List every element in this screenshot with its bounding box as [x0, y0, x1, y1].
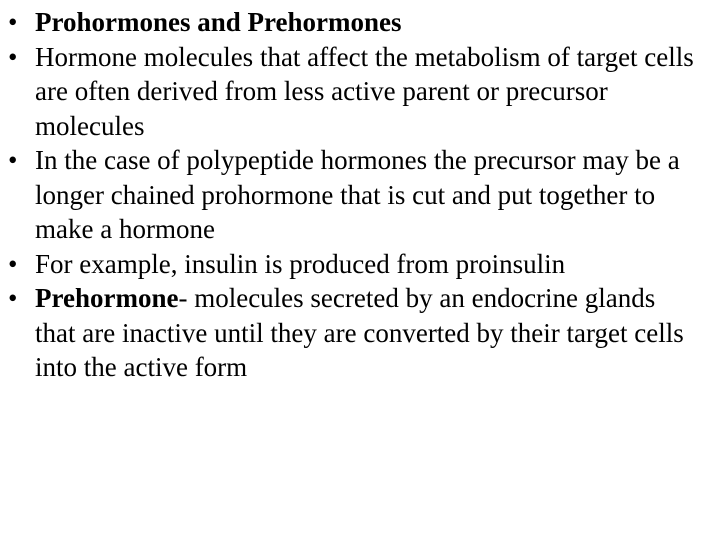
bullet-text: Hormone molecules that affect the metabolism of target cells are often derived from less active parent or precursor molecules [35, 41, 694, 141]
bullet-heading-text: Prohormones and Prehormones [35, 7, 402, 37]
bullet-item-insulin-example [0, 247, 700, 282]
bullet-icon: • [8, 248, 18, 279]
bullet-list [0, 5, 700, 385]
bullet-icon: • [8, 7, 18, 37]
bullet-item-prehormone-definition [0, 281, 700, 385]
bullet-text: For example, insulin is produced from proinsulin [35, 248, 566, 279]
bullet-icon: • [8, 145, 18, 175]
bullet-item-polypeptide-hormones [0, 143, 700, 247]
bullet-icon: • [8, 283, 18, 313]
bullet-text: In the case of polypeptide hormones the precursor may be a longer chained prohormone that is cut and put together to make a hormone [35, 145, 680, 244]
bullet-item-prohormones-prehormones-heading [0, 5, 700, 40]
bullet-item-hormone-molecules [0, 40, 700, 144]
bullet-definition-text: - molecules secreted by an endocrine glands that are inactive until they are converted by their target cells into the active form [35, 283, 684, 382]
bullet-icon: • [8, 41, 18, 72]
bullet-term: Prehormone [35, 283, 179, 313]
